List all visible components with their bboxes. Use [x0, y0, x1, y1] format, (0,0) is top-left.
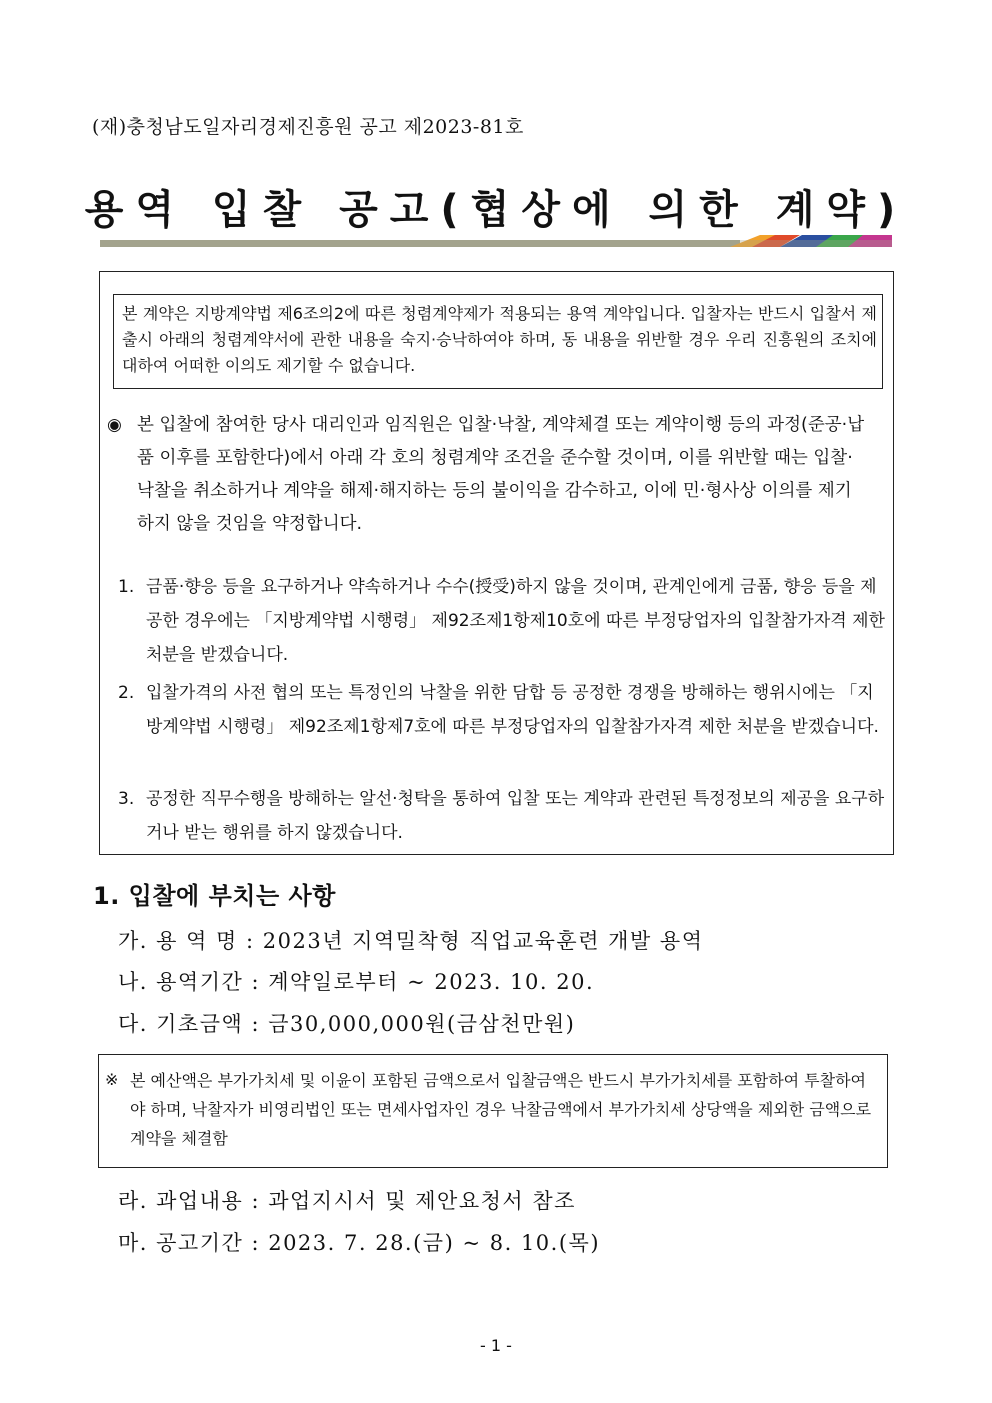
pledge-item-text: 입찰가격의 사전 협의 또는 특정인의 낙찰을 위한 담합 등 공정한 경쟁을 방해하는 행위시에는 「지방계약법 시행령」 제92조제1항제7호에 따른 부정당업자의 입찰참가자격 제한 처분을 받겠습니다. — [146, 683, 879, 737]
pledge-text: 본 입찰에 참여한 당사 대리인과 임직원은 입찰·낙찰, 계약체결 또는 계약이행 등의 과정(준공·납품 이후를 포함한다)에서 아래 각 호의 청렴계약 조건을 준수할 것이며, 이를 위반할 때는 입찰·낙찰을 취소하거나 계약을 해제·해지하는 등의 불이익을 감수하고, 이에 민·형사상 이의를 제기하지 않을 것임을 약정합니다. — [137, 415, 865, 534]
page-number: - 1 - — [480, 1336, 512, 1355]
note-icon: ※ — [105, 1070, 119, 1089]
note-text: 본 예산액은 부가가치세 및 이윤이 포함된 금액으로서 입찰금액은 반드시 부가가치세를 포함하여 투찰하여야 하며, 낙찰자가 비영리법인 또는 면세사업자인 경우 낙찰금액에서 부가가치세 상당액을 제외한 금액으로 계약을 체결함 — [130, 1071, 872, 1148]
section-heading: 1. 입찰에 부치는 사항 — [93, 882, 336, 910]
field-service-period: 나. 용역기간 : 계약일로부터 ~ 2023. 10. 20. — [118, 970, 595, 994]
pledge-item-number: 1. — [118, 577, 135, 597]
pledge-item-number: 3. — [118, 789, 135, 809]
decorative-stripe — [730, 230, 892, 247]
pledge-item-text: 금품·향응 등을 요구하거나 약속하거나 수수(授受)하지 않을 것이며, 관계인에게 금품, 향응 등을 제공한 경우에는 「지방계약법 시행령」 제92조제1항제10호에 따른 부정당업자의 입찰참가자격 제한 처분을 받겠습니다. — [146, 577, 885, 665]
pledge-item — [118, 782, 886, 850]
integrity-intro-text: 본 계약은 지방계약법 제6조의2에 따른 청렴계약제가 적용되는 용역 계약입니다. 입찰자는 반드시 입찰서 제출시 아래의 청렴계약서에 관한 내용을 숙지·승낙하여야 하며, 동 내용을 위반할 경우 우리 진흥원의 조치에 대하여 어떠한 이의도 제기할 수 없습니다. — [122, 304, 877, 375]
pledge-item-number: 2. — [118, 683, 135, 703]
pledge-item-text: 공정한 직무수행을 방해하는 알선·청탁을 통하여 입찰 또는 계약과 관련된 특정정보의 제공을 요구하거나 받는 행위를 하지 않겠습니다. — [146, 789, 885, 843]
title-underline — [100, 240, 740, 247]
bullet-icon: ◉ — [107, 415, 122, 435]
field-service-name: 가. 용 역 명 : 2023년 지역밀착형 직업교육훈련 개발 용역 — [118, 929, 704, 953]
page-title: 용역 입찰 공고(협상에 의한 계약) — [84, 187, 908, 233]
pledge-item — [118, 570, 886, 672]
pledge-item — [118, 676, 886, 744]
notice-number: (재)충청남도일자리경제진흥원 공고 제2023-81호 — [92, 116, 524, 138]
field-task-content: 라. 과업내용 : 과업지시서 및 제안요청서 참조 — [118, 1189, 576, 1213]
field-base-amount: 다. 기초금액 : 금30,000,000원(금삼천만원) — [118, 1012, 576, 1036]
field-notice-period: 마. 공고기간 : 2023. 7. 28.(금) ~ 8. 10.(목) — [118, 1231, 601, 1255]
